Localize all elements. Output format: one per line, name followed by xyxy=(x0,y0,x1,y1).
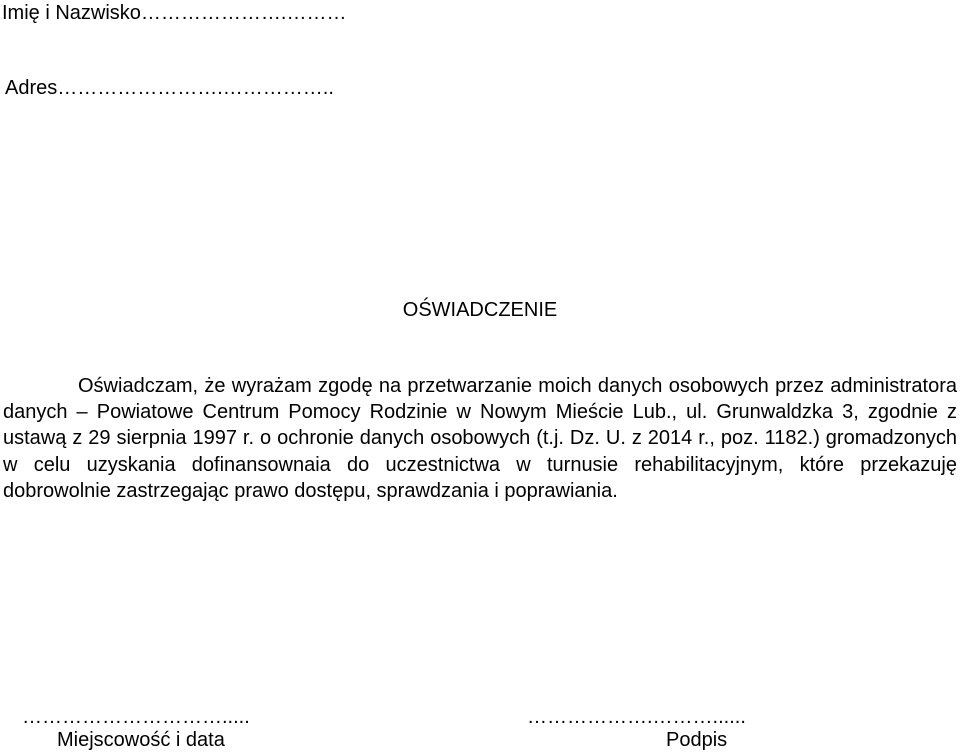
name-field-line: Imię i Nazwisko………………….……… xyxy=(2,2,347,24)
statement-paragraph: Oświadczam, że wyrażam zgodę na przetwarzanie moich danych osobowych przez administratora danych – Powiatowe Centrum Pomocy Rodzinie w Nowym Mieście Lub., ul. Grunwaldzka 3, zgodnie z ustawą z 29 sierpnia 1997 r. o ochronie danych osobowych (t.j. Dz. U. z 2014 r., poz. 1182.) gromadzonych w celu uzyskania dofinansownaia do uczestnictwa w turnusie rehabilitacyjnym, które przekazuję dobrowolnie zastrzegając prawo dostępu, sprawdzania i poprawiania. xyxy=(3,375,957,502)
place-date-dotted-line: …………………………..... xyxy=(22,706,250,728)
signature-dotted-line: ……………….………...... xyxy=(527,706,746,728)
place-date-label: Miejscowość i data xyxy=(57,729,225,751)
document-title: OŚWIADCZENIE xyxy=(402,299,558,321)
address-field-line: Adres…………………….…………….. xyxy=(5,77,334,99)
signature-label: Podpis xyxy=(666,729,728,751)
